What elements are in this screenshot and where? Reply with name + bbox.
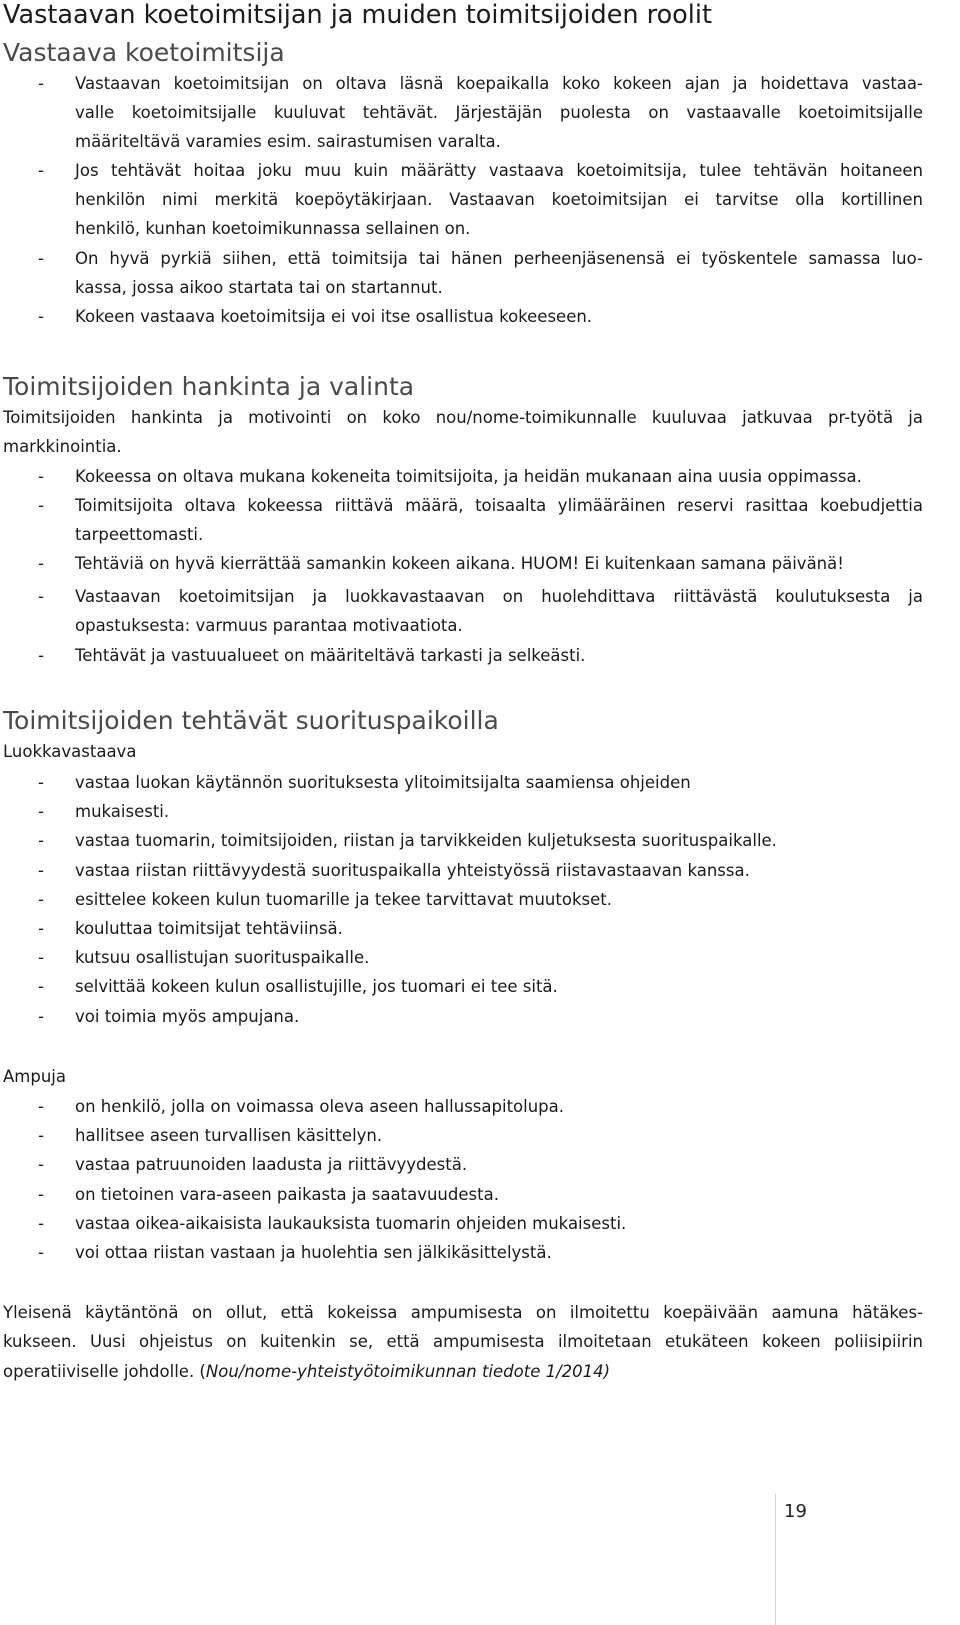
bullet-dash: - [38,249,44,268]
paragraph-line: Vastaavan koetoimitsijan on oltava läsnä koepaikalla koko kokeen ajan ja hoidettava vastaa- [75,74,923,93]
bullet-dash: - [38,161,44,180]
bullet-dash: - [38,977,44,997]
bullet-dash: - [38,74,44,93]
paragraph-line: Kokeen vastaava koetoimitsija ei voi itse osallistua kokeeseen. [75,307,593,326]
paragraph-line: opastuksesta: varmuus parantaa motivaatiota. [75,616,463,635]
bullet-dash: - [38,1184,44,1204]
bullet-dash: - [38,554,44,573]
list-item: voi ottaa riistan vastaan ja huolehtia sen jälkikäsittelystä. [75,1243,552,1262]
paragraph-line: Toimitsijoiden hankinta ja motivointi on koko nou/nome-toimikunnalle kuuluvaa jatkuvaa pr-työtä ja [3,408,923,427]
bullet-dash: - [38,773,44,792]
bullet-dash: - [38,646,44,665]
paragraph-text: operatiiviselle johdolle. ( [3,1362,206,1381]
bullet-dash: - [38,496,44,515]
paragraph-line: Yleisenä käytäntönä on ollut, että kokeissa ampumisesta on ilmoitettu koepäivään aamuna hätäkes- [3,1303,923,1322]
bullet-dash: - [38,889,44,909]
paragraph-line: Vastaavan koetoimitsijan ja luokkavastaavan on huolehdittava riittävästä koulutuksesta ja [75,587,923,606]
bullet-dash: - [38,1213,44,1233]
bullet-dash: - [38,1126,44,1146]
paragraph-line: kassa, jossa aikoo startata tai on startannut. [75,278,443,297]
paragraph-line: valle koetoimitsijalle kuuluvat tehtävät. Järjestäjän puolesta on vastaavalle koetoimitsijalle [75,103,923,122]
bullet-dash: - [38,1243,44,1262]
list-item: hallitsee aseen turvallisen käsittelyn. [75,1126,383,1146]
bullet-dash: - [38,587,44,606]
list-item: on tietoinen vara-aseen paikasta ja saatavuudesta. [75,1184,499,1204]
bullet-dash: - [38,1006,44,1026]
page-number: 19 [784,1501,807,1522]
bullet-dash: - [38,948,44,968]
list-item: vastaa patruunoiden laadusta ja riittävyydestä. [75,1155,468,1175]
section-heading-tehtavat: Toimitsijoiden tehtävät suorituspaikoilla [3,706,499,735]
bullet-dash: - [38,802,44,822]
bullet-dash: - [38,307,44,326]
paragraph-line: Tehtäviä on hyvä kierrättää samankin kokeen aikana. HUOM! Ei kuitenkaan samana päivänä! [75,554,844,573]
source-citation: Nou/nome-yhteistyötoimikunnan tiedote 1/2014) [205,1362,611,1381]
paragraph-line: markkinointia. [3,437,122,456]
bullet-dash: - [38,860,44,880]
list-item: vastaa oikea-aikaisista laukauksista tuomarin ohjeiden mukaisesti. [75,1213,627,1233]
list-item: selvittää kokeen kulun osallistujille, jos tuomari ei tee sitä. [75,977,558,997]
paragraph-line: henkilön nimi merkitä koepöytäkirjaan. Vastaavan koetoimitsijan ei tarvitse olla kortillinen [75,190,923,209]
bullet-dash: - [38,831,44,851]
list-item: esittelee kokeen kulun tuomarille ja tekee tarvittavat muutokset. [75,889,612,909]
bullet-dash: - [38,919,44,938]
footer-divider [775,1494,776,1625]
paragraph-line: määriteltävä varamies esim. sairastumisen varalta. [75,132,501,151]
list-item: on henkilö, jolla on voimassa oleva aseen hallussapitolupa. [75,1097,565,1116]
subheading-ampuja: Ampuja [3,1067,66,1086]
paragraph-line [3,1361,610,1383]
paragraph-line: henkilö, kunhan koetoimikunnassa sellainen on. [75,219,471,238]
list-item: kutsuu osallistujan suorituspaikalle. [75,948,370,968]
list-item: vastaa tuomarin, toimitsijoiden, riistan ja tarvikkeiden kuljetuksesta suorituspaikalle. [75,831,777,851]
list-item: voi toimia myös ampujana. [75,1006,300,1026]
paragraph-line: Toimitsijoita oltava kokeessa riittävä määrä, toisaalta ylimääräinen reservi rasittaa koebudjettia [75,496,923,515]
paragraph-line: Kokeessa on oltava mukana kokeneita toimitsijoita, ja heidän mukanaan aina uusia oppimassa. [75,467,862,486]
page-title: Vastaavan koetoimitsijan ja muiden toimitsijoiden roolit [3,0,712,30]
paragraph-line: tarpeettomasti. [75,525,204,544]
list-item: vastaa riistan riittävyydestä suorituspaikalla yhteistyössä riistavastaavan kanssa. [75,860,750,880]
paragraph-line: Jos tehtävät hoitaa joku muu kuin määrätty vastaava koetoimitsija, tulee tehtävän hoitaneen [75,161,923,180]
subheading-luokkavastaava: Luokkavastaava [3,742,137,761]
bullet-dash: - [38,1155,44,1175]
list-item: kouluttaa toimitsijat tehtäviinsä. [75,919,343,938]
section-heading-hankinta: Toimitsijoiden hankinta ja valinta [3,372,415,401]
bullet-dash: - [38,467,44,486]
list-item: vastaa luokan käytännön suorituksesta ylitoimitsijalta saamiensa ohjeiden [75,773,691,792]
bullet-dash: - [38,1097,44,1116]
list-item: mukaisesti. [75,802,170,822]
paragraph-line: On hyvä pyrkiä siihen, että toimitsija tai hänen perheenjäsenensä ei työskentele samassa luo- [75,249,923,268]
paragraph-line: Tehtävät ja vastuualueet on määriteltävä tarkasti ja selkeästi. [75,646,586,665]
paragraph-line: kukseen. Uusi ohjeistus on kuitenkin se, että ampumisesta ilmoitetaan etukäteen kokeen poliisipiirin [3,1332,923,1351]
section-heading-vastaava: Vastaava koetoimitsija [3,38,285,67]
